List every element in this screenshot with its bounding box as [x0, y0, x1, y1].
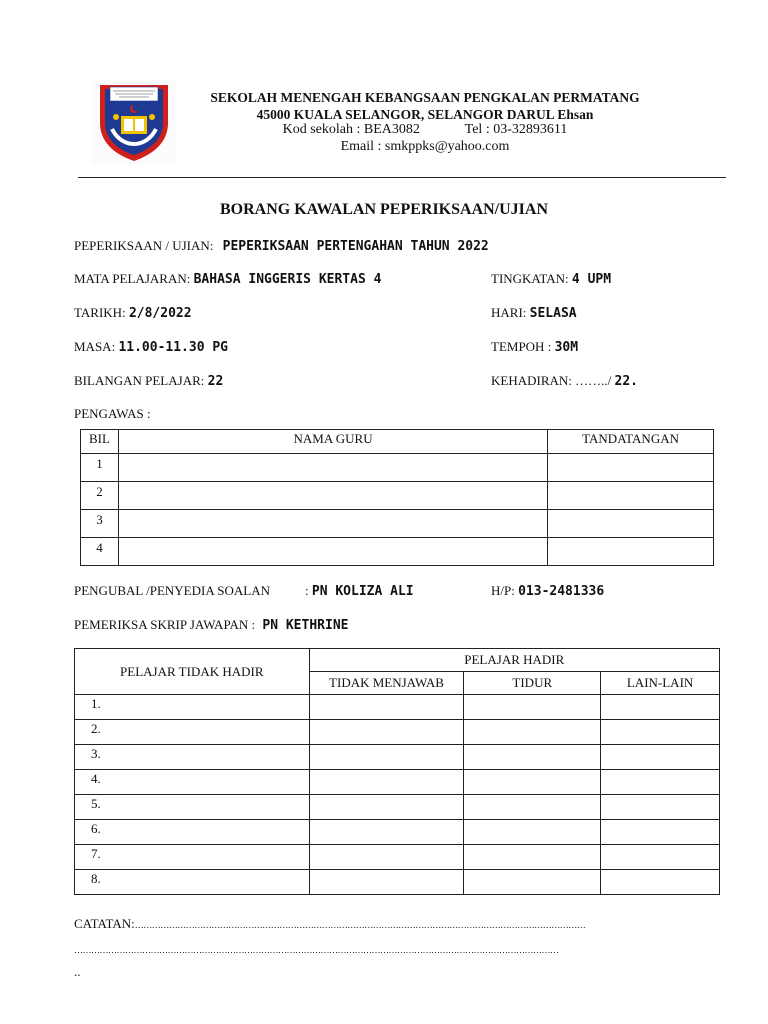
level-field — [491, 271, 611, 287]
table-row — [81, 538, 714, 566]
school-code: Kod sekolah : BEA3082 — [282, 122, 420, 137]
invigilator-table-header — [81, 430, 714, 454]
school-email: Email : smkppks@yahoo.com — [340, 139, 510, 154]
absent-students-header: PELAJAR TIDAK HADIR — [75, 649, 310, 695]
phone-label: H/P: — [491, 583, 515, 598]
row-number: 1 — [81, 454, 119, 482]
row-number: 3 — [81, 510, 119, 538]
exam-label: PEPERIKSAAN / UJIAN: — [74, 238, 214, 253]
notes-dots-3: .. — [74, 964, 81, 979]
notes-label: CATATAN: — [74, 916, 135, 931]
students-field — [74, 373, 223, 389]
not-answering-cell[interactable] — [309, 745, 464, 770]
attendance-table — [74, 648, 720, 895]
time-value: 11.00-11.30 PG — [118, 340, 229, 355]
level-label: TINGKATAN: — [491, 271, 569, 286]
date-value: 2/8/2022 — [128, 306, 192, 321]
school-tel: Tel : 03-32893611 — [464, 122, 568, 137]
notes-line-3[interactable] — [74, 964, 81, 980]
others-cell[interactable] — [601, 845, 720, 870]
checker-field — [74, 617, 348, 633]
teacher-name-cell[interactable] — [118, 482, 547, 510]
sleeping-cell[interactable] — [464, 770, 601, 795]
others-cell[interactable] — [601, 820, 720, 845]
header-bil: BIL — [81, 430, 119, 454]
header-others: LAIN-LAIN — [601, 672, 720, 695]
notes-line-2[interactable] — [74, 941, 694, 957]
header-not-answering: TIDAK MENJAWAB — [309, 672, 464, 695]
invigilator-label: PENGAWAS : — [74, 406, 151, 421]
others-cell[interactable] — [601, 870, 720, 895]
attendance-header-row — [75, 649, 720, 672]
duration-value: 30M — [554, 340, 579, 355]
row-number[interactable]: 4. — [75, 770, 310, 795]
subject-label: MATA PELAJARAN: — [74, 271, 191, 286]
date-label: TARIKH: — [74, 305, 126, 320]
row-number: 2 — [81, 482, 119, 510]
sleeping-cell[interactable] — [464, 695, 601, 720]
sleeping-cell[interactable] — [464, 745, 601, 770]
row-number[interactable]: 6. — [75, 820, 310, 845]
form-title: BORANG KAWALAN PEPERIKSAAN/UJIAN — [219, 201, 549, 218]
day-label: HARI: — [491, 305, 527, 320]
table-row — [75, 845, 720, 870]
not-answering-cell[interactable] — [309, 770, 464, 795]
teacher-name-cell[interactable] — [118, 510, 547, 538]
signature-cell[interactable] — [548, 454, 714, 482]
phone-value: 013-2481336 — [518, 584, 605, 599]
notes-dots-1: …………………………………………………………………………………………………………………………………………… — [134, 920, 586, 930]
duration-label: TEMPOH : — [491, 339, 552, 354]
time-label: MASA: — [74, 339, 116, 354]
day-field — [491, 305, 577, 321]
students-label: BILANGAN PELAJAR: — [74, 373, 205, 388]
row-number[interactable]: 5. — [75, 795, 310, 820]
day-value: SELASA — [529, 306, 577, 321]
not-answering-cell[interactable] — [309, 845, 464, 870]
header-teacher-name: NAMA GURU — [118, 430, 547, 454]
setter-value: PN KOLIZA ALI — [311, 584, 414, 599]
attendance-label: KEHADIRAN: ……../ — [491, 373, 612, 388]
subject-field — [74, 271, 381, 287]
notes-dots-2: ……………………………………………………………………………………………………………………………………………………… — [74, 945, 559, 955]
notes-line-1[interactable] — [74, 916, 694, 932]
phone-field — [491, 583, 604, 599]
header-sleeping: TIDUR — [464, 672, 601, 695]
sleeping-cell[interactable] — [464, 795, 601, 820]
setter-value-field — [305, 583, 414, 599]
exam-field — [74, 238, 489, 254]
students-value: 22 — [207, 374, 224, 389]
attendance-field — [491, 373, 638, 389]
table-row — [75, 745, 720, 770]
header-signature: TANDATANGAN — [548, 430, 714, 454]
others-cell[interactable] — [601, 720, 720, 745]
sleeping-cell[interactable] — [464, 820, 601, 845]
date-field — [74, 305, 192, 321]
not-answering-cell[interactable] — [309, 695, 464, 720]
table-row — [81, 454, 714, 482]
table-row — [75, 820, 720, 845]
setter-field — [74, 583, 270, 599]
not-answering-cell[interactable] — [309, 795, 464, 820]
others-cell[interactable] — [601, 745, 720, 770]
row-number[interactable]: 3. — [75, 745, 310, 770]
checker-label: PEMERIKSA SKRIP JAWAPAN : — [74, 617, 256, 632]
signature-cell[interactable] — [548, 482, 714, 510]
table-row — [81, 510, 714, 538]
teacher-name-cell[interactable] — [118, 454, 547, 482]
table-row — [75, 695, 720, 720]
table-row — [75, 770, 720, 795]
row-number[interactable]: 2. — [75, 720, 310, 745]
school-contact-line — [180, 122, 670, 138]
setter-separator: : — [305, 583, 309, 598]
others-cell[interactable] — [601, 770, 720, 795]
others-cell[interactable] — [601, 695, 720, 720]
school-name: SEKOLAH MENENGAH KEBANGSAAN PENGKALAN PERMATANG — [210, 90, 640, 105]
school-address: 45000 KUALA SELANGOR, SELANGOR DARUL Ehsan — [256, 107, 594, 122]
row-number[interactable]: 8. — [75, 870, 310, 895]
subject-value: BAHASA INGGERIS KERTAS 4 — [193, 272, 382, 287]
invigilator-table — [80, 429, 714, 566]
table-row — [75, 795, 720, 820]
table-row — [81, 482, 714, 510]
table-row — [75, 870, 720, 895]
others-cell[interactable] — [601, 795, 720, 820]
exam-value: PEPERIKSAAN PERTENGAHAN TAHUN 2022 — [222, 239, 489, 254]
signature-cell[interactable] — [548, 538, 714, 566]
row-number[interactable]: 7. — [75, 845, 310, 870]
level-value: 4 UPM — [571, 272, 612, 287]
row-number: 4 — [81, 538, 119, 566]
duration-field — [491, 339, 578, 355]
sleeping-cell[interactable] — [464, 870, 601, 895]
attendance-value: 22. — [614, 374, 638, 389]
time-field — [74, 339, 228, 355]
setter-label: PENGUBAL /PENYEDIA SOALAN — [74, 583, 270, 598]
present-students-header: PELAJAR HADIR — [309, 649, 719, 672]
not-answering-cell[interactable] — [309, 870, 464, 895]
not-answering-cell[interactable] — [309, 820, 464, 845]
teacher-name-cell[interactable] — [118, 538, 547, 566]
row-number[interactable]: 1. — [75, 695, 310, 720]
signature-cell[interactable] — [548, 510, 714, 538]
checker-value: PN KETHRINE — [262, 618, 349, 633]
header-divider — [78, 177, 726, 178]
not-answering-cell[interactable] — [309, 720, 464, 745]
sleeping-cell[interactable] — [464, 720, 601, 745]
school-crest-logo — [92, 79, 176, 165]
sleeping-cell[interactable] — [464, 845, 601, 870]
table-row — [75, 720, 720, 745]
